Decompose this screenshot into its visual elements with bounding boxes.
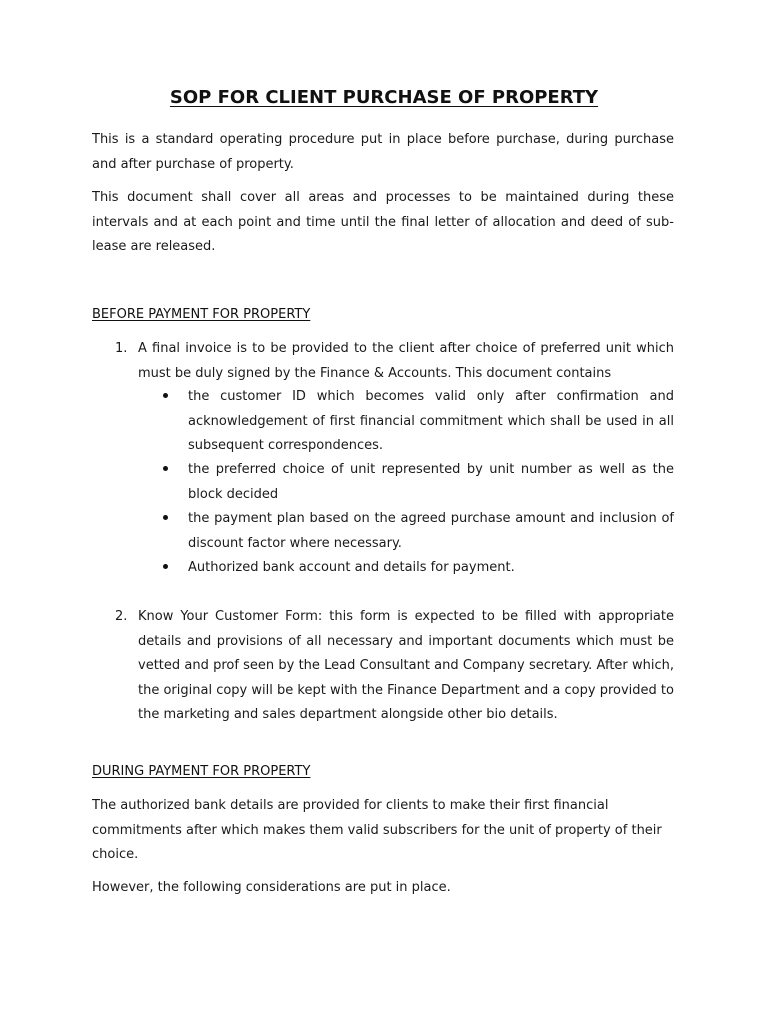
bullet-3-text: the payment plan based on the agreed purchase amount and inclusion of discount factor where necessary. [188, 511, 674, 551]
document-title: SOP FOR CLIENT PURCHASE OF PROPERTY [169, 87, 599, 108]
list-item-1-text: A final invoice is to be provided to the client after choice of preferred unit which must be duly signed by the Finance & Accounts. This document contains [138, 341, 674, 381]
section-heading-during-payment: DURING PAYMENT FOR PROPERTY [92, 764, 311, 779]
bullet-4 [162, 556, 170, 564]
during-paragraph-2: However, the following considerations are put in place. [92, 880, 451, 895]
bullet-2-text: the preferred choice of unit represented by unit number as well as the block decided [188, 462, 674, 502]
bullet-1-text: the customer ID which becomes valid only after confirmation and acknowledgement of first financial commitment which shall be used in all subsequent correspondences. [188, 389, 674, 453]
bullet-4-text: Authorized bank account and details for payment. [188, 560, 515, 575]
list-number-2: 2. [115, 609, 128, 624]
during-paragraph-1: The authorized bank details are provided for clients to make their first financial commitments after which makes them valid subscribers for the unit of property of their choice. [92, 798, 662, 862]
intro-paragraph-1: This is a standard operating procedure put in place before purchase, during purchase and after purchase of property. [92, 132, 674, 172]
list-number-1: 1. [115, 341, 128, 356]
list-item-2-text: Know Your Customer Form: this form is expected to be filled with appropriate details and provisions of all necessary and important documents which must be vetted and prof seen by the Lead Consultant and Company secretary. After which, the original copy will be kept with the Finance Department and a copy provided to the marketing and sales department alongside other bio details. [138, 609, 674, 722]
bullet-1 [162, 385, 170, 393]
bullet-2 [162, 458, 170, 466]
bullet-3 [162, 507, 170, 515]
intro-paragraph-2: This document shall cover all areas and processes to be maintained during these intervals and at each point and time until the final letter of allocation and deed of sub-lease are released. [92, 190, 674, 254]
section-heading-before-payment: BEFORE PAYMENT FOR PROPERTY [92, 307, 311, 322]
